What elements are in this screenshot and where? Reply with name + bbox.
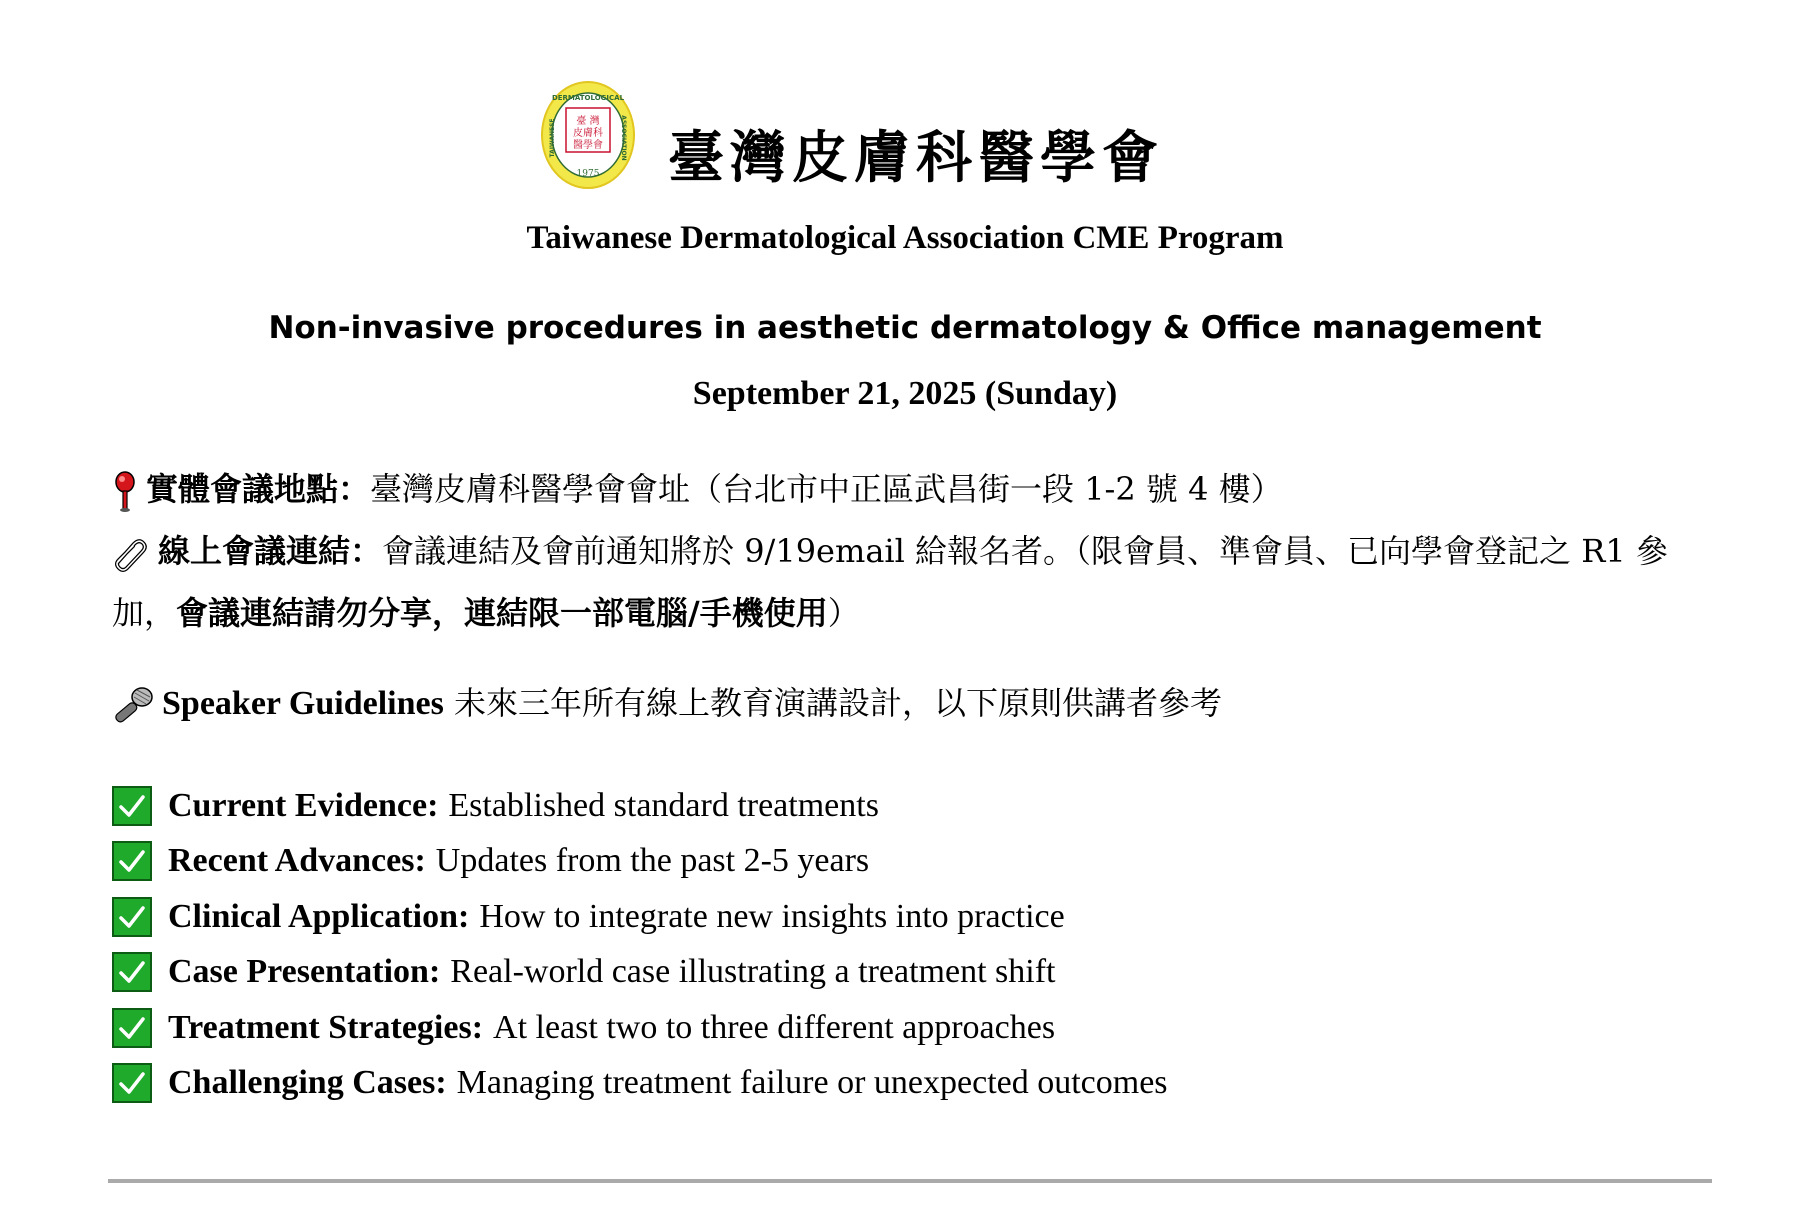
svg-text:臺 灣: 臺 灣 [576, 116, 600, 127]
guideline-item [112, 945, 1168, 1001]
guideline-description: Managing treatment failure or unexpected outcomes [456, 1064, 1168, 1102]
checkbox-checked-icon [112, 1008, 152, 1048]
online-label: 線上會議連結： [158, 532, 383, 570]
svg-text:TAIWANESE: TAIWANESE [549, 118, 556, 158]
guideline-description: Established standard treatments [448, 786, 879, 824]
guideline-item [112, 1056, 1168, 1112]
online-value: 會議連結及會前通知將於 9/19email 給報名者。（限會員、準會員、已向學會登記之 R1 參加， [112, 532, 1668, 632]
guideline-item [112, 889, 1168, 945]
speaker-text: 未來三年所有線上教育演講設計，以下原則供講者參考 [443, 684, 1222, 722]
checkbox-checked-icon [112, 952, 152, 992]
speaker-label: Speaker Guidelines [162, 685, 444, 722]
venue-line [112, 458, 1712, 520]
event-date: September 21, 2025 (Sunday) [692, 375, 1118, 412]
svg-text:醫學會: 醫學會 [573, 140, 603, 151]
svg-text:1975: 1975 [576, 169, 600, 179]
association-logo [540, 80, 636, 190]
pin-icon [112, 471, 138, 513]
guideline-item [112, 1000, 1168, 1056]
online-line [112, 520, 1712, 644]
svg-text:DERMATOLOGICAL: DERMATOLOGICAL [551, 94, 625, 102]
guideline-term: Clinical Application: [168, 897, 470, 935]
program-subtitle: Taiwanese Dermatological Association CME Program [526, 220, 1284, 256]
online-closing: ） [827, 594, 860, 632]
header [0, 80, 1810, 210]
paperclip-icon [112, 536, 150, 572]
svg-text:ASSOCIATION: ASSOCIATION [620, 115, 627, 161]
guideline-description: At least two to three different approaches [493, 1008, 1056, 1046]
venue-label: 實體會議地點： [146, 470, 371, 508]
checkbox-checked-icon [112, 1063, 152, 1103]
guideline-item [112, 778, 1168, 834]
checkbox-checked-icon [112, 786, 152, 826]
guideline-term: Recent Advances: [168, 842, 426, 880]
online-emphasis: 會議連結請勿分享，連結限一部電腦/手機使用 [176, 594, 828, 632]
svg-text:皮膚科: 皮膚科 [573, 128, 603, 139]
guideline-term: Current Evidence: [168, 786, 439, 824]
org-name: 臺灣皮膚科醫學會 [668, 125, 1164, 191]
guideline-description: Real-world case illustrating a treatment shift [450, 953, 1056, 991]
venue-value: 臺灣皮膚科醫學會會址（台北市中正區武昌街一段 1-2 號 4 樓） [370, 470, 1283, 508]
guideline-description: Updates from the past 2-5 years [435, 842, 870, 880]
event-title: Non-invasive procedures in aesthetic dermatology & Office management [268, 310, 1542, 346]
bottom-divider [108, 1179, 1712, 1183]
guideline-term: Case Presentation: [168, 953, 441, 991]
guideline-term: Challenging Cases: [168, 1064, 447, 1102]
microphone-icon [112, 686, 154, 726]
guideline-item [112, 834, 1168, 890]
guideline-term: Treatment Strategies: [168, 1008, 484, 1046]
guideline-description: How to integrate new insights into practice [479, 897, 1065, 935]
checkbox-checked-icon [112, 841, 152, 881]
guidelines-list [112, 778, 1168, 1111]
checkbox-checked-icon [112, 897, 152, 937]
speaker-guidelines-heading [112, 673, 1222, 734]
